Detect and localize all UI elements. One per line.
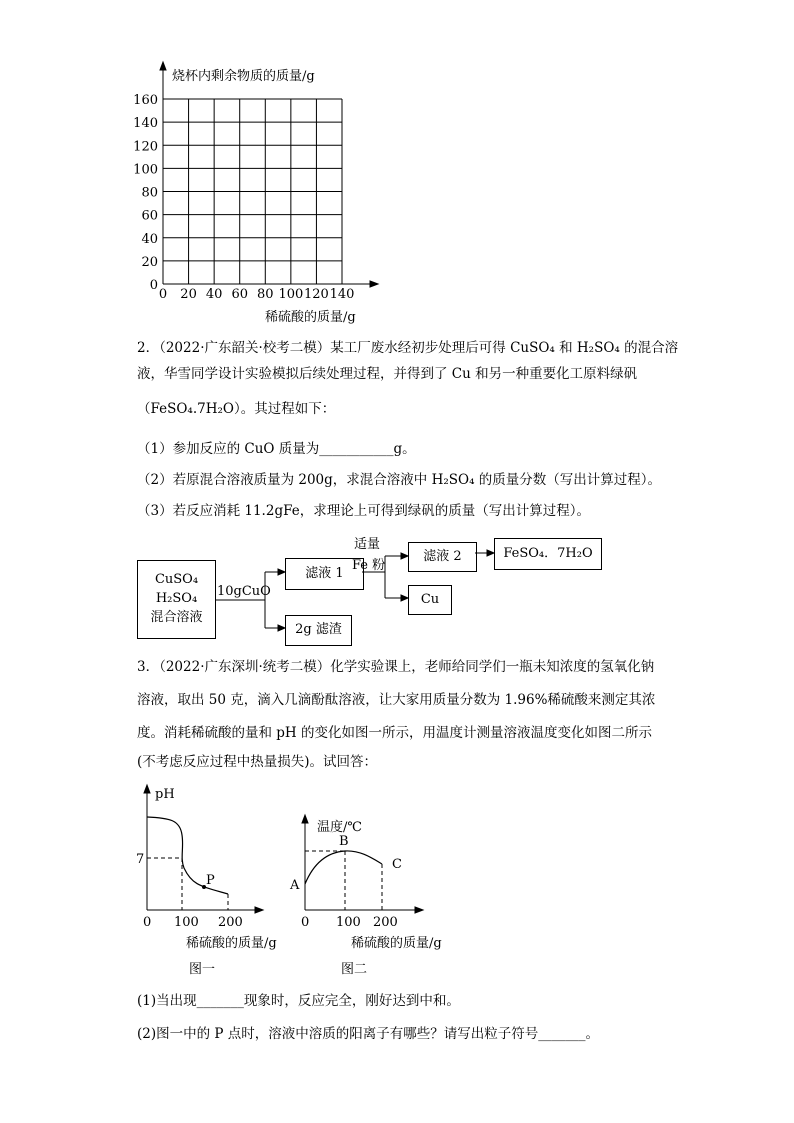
q2-line3: （FeSO₄.7H₂O）。其过程如下：: [137, 401, 336, 417]
fig2-point-b: B: [339, 834, 349, 849]
x-axis-label: 稀硫酸的质量/g: [265, 310, 356, 325]
x-tick-label: 40: [205, 287, 223, 302]
y-tick-label: 0: [149, 278, 158, 293]
fig2-y-label: 温度/℃: [317, 820, 362, 835]
residue-box: 2g 滤渣: [285, 615, 352, 646]
reagent-fe-line1: 适量: [354, 537, 381, 552]
y-tick-label: 140: [133, 116, 158, 132]
fig2-point-c: C: [392, 857, 402, 872]
y-tick-label: 120: [133, 139, 158, 155]
fig1-y-label: pH: [155, 787, 175, 802]
reagent-cuo: 10gCuO: [217, 584, 271, 599]
q3-line4: (不考虑反应过程中热量损失)。试回答：: [137, 754, 378, 770]
q2-line2: 液，华雪同学设计实验模拟后续处理过程，并得到了 Cu 和另一种重要化工原料绿矾: [137, 366, 638, 382]
x-tick-label: 60: [231, 287, 248, 302]
fig2-caption: 图二: [341, 962, 368, 977]
fig1-x-tick: 0: [143, 915, 152, 930]
y-tick-label: 60: [141, 208, 158, 224]
copper-box: Cu: [408, 585, 452, 615]
reagent-fe-line2: Fe 粉: [352, 558, 386, 573]
fig2-point-a: A: [290, 878, 300, 893]
fig2-x-label: 稀硫酸的质量/g: [351, 936, 442, 951]
y-tick-label: 160: [133, 93, 158, 108]
fig1-x-label: 稀硫酸的质量/g: [186, 936, 277, 951]
q3-line2: 溶液，取出 50 克，滴入几滴酚酞溶液，让大家用质量分数为 1.96%稀硫酸来测定其浓: [137, 692, 656, 708]
q3-sub1: (1)当出现_______现象时，反应完全，刚好达到中和。: [137, 993, 460, 1009]
x-tick-label: 100: [278, 287, 304, 302]
x-tick-label: 140: [329, 287, 355, 302]
x-tick-label: 20: [180, 287, 197, 302]
product-box: FeSO₄．7H₂O: [494, 538, 602, 570]
y-tick-label: 80: [141, 185, 158, 201]
y-tick-label: 100: [133, 162, 158, 178]
q2-sub1: （1）参加反应的 CuO 质量为___________g。: [137, 441, 416, 457]
fig1-x-tick: 100: [174, 915, 199, 930]
q3-line3: 度。消耗稀硫酸的量和 pH 的变化如图一所示，用温度计测量溶液温度变化如图二所示: [137, 725, 652, 741]
q2-line1: 2．（2022·广东韶关·校考二模）某工厂废水经初步处理后可得 CuSO₄ 和 H₂SO₄ 的混合溶: [137, 340, 679, 356]
q2-sub2: （2）若原混合溶液质量为 200g，求混合溶液中 H₂SO₄ 的质量分数（写出计算过程）。: [137, 472, 662, 488]
fig2-x-tick: 100: [336, 915, 361, 930]
start-line2: H₂SO₄: [155, 591, 198, 607]
x-tick-label: 0: [158, 287, 168, 302]
fig1-x-tick: 200: [218, 915, 243, 930]
fig2-x-tick: 200: [373, 915, 398, 930]
y-axis-label: 烧杯内剩余物质的质量/g: [172, 69, 315, 84]
filtrate1-box: 滤液 1: [285, 558, 364, 590]
start-line3: 混合溶液: [150, 609, 203, 625]
q3-sub2: (2)图一中的 P 点时，溶液中溶质的阳离子有哪些？请写出粒子符号_______。: [137, 1026, 600, 1042]
start-line1: CuSO₄: [154, 572, 199, 588]
fig1-point-label: P: [206, 873, 215, 888]
y-tick-label: 40: [141, 231, 158, 247]
fig2-x-tick: 0: [301, 915, 310, 930]
q2-sub3: （3）若反应消耗 11.2gFe，求理论上可得到绿矾的质量（写出计算过程）。: [137, 503, 590, 519]
temperature-curve: [305, 851, 382, 884]
fig1-caption: 图一: [189, 962, 216, 977]
y-tick-label: 20: [141, 254, 158, 270]
x-tick-label: 80: [257, 287, 274, 302]
ph-curve: [147, 817, 228, 894]
filtrate2-box: 滤液 2: [408, 542, 477, 572]
fig1-y-tick: 7: [136, 852, 145, 867]
q3-line1: 3．（2022·广东深圳·统考二模）化学实验课上，老师给同学们一瓶未知浓度的氢氧化钠: [137, 659, 655, 675]
x-tick-label: 120: [304, 287, 329, 302]
